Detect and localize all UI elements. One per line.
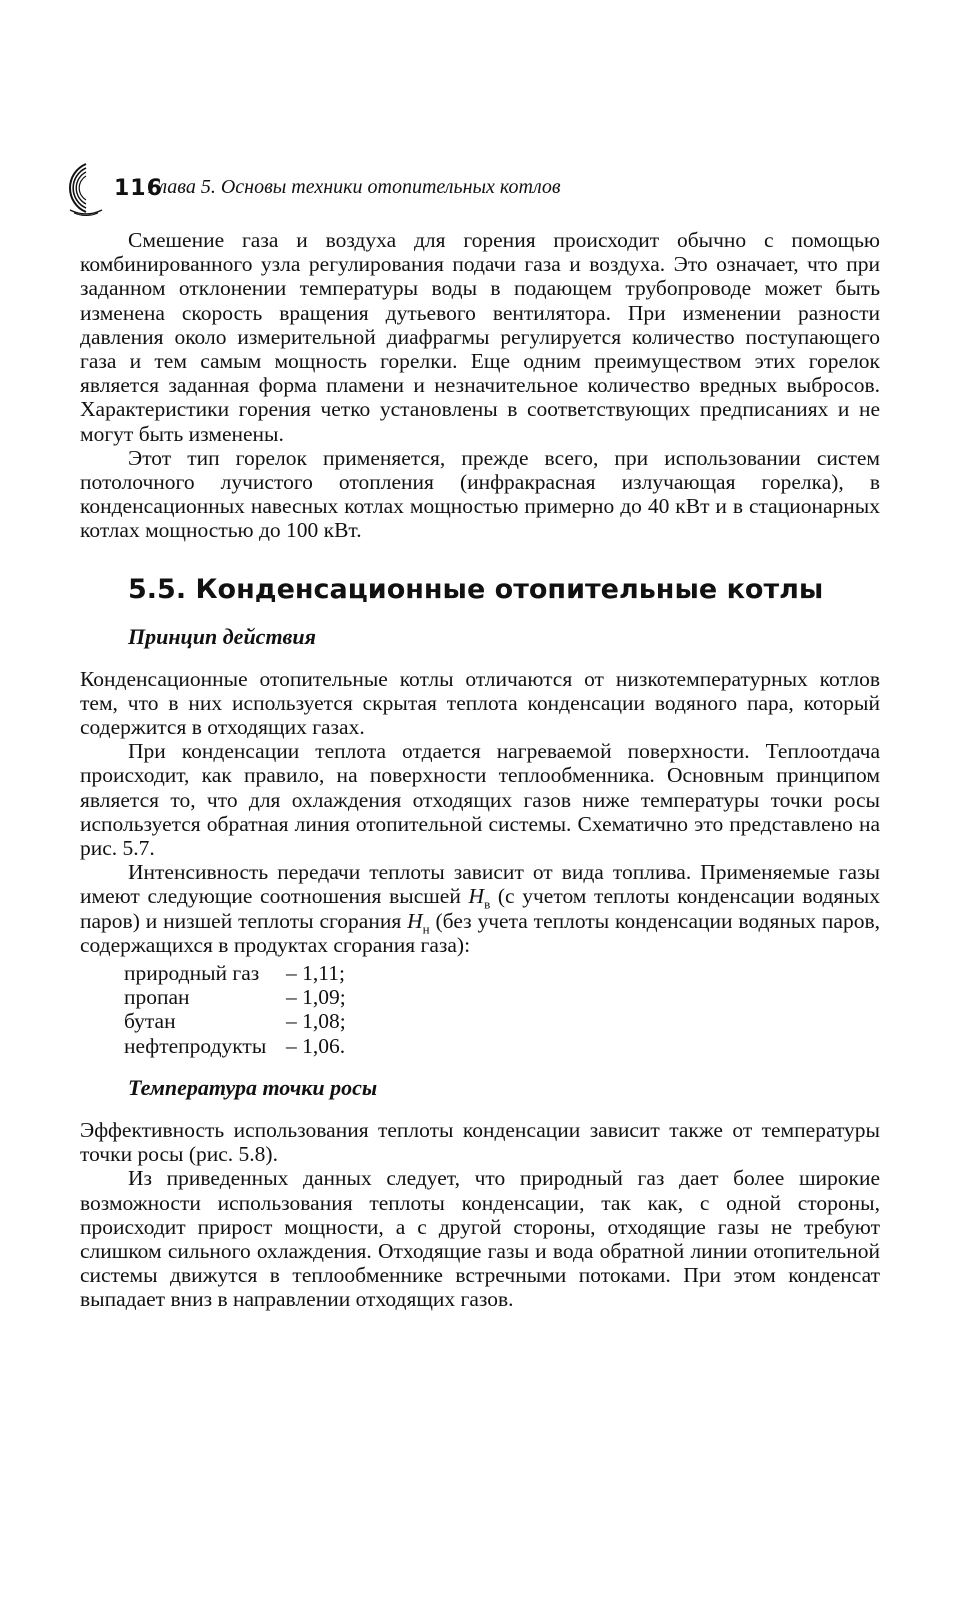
- page-header: [80, 160, 880, 216]
- paragraph: Смешение газа и воздуха для горения происходит обычно с помощью комбинированного узла регулирования подачи газа и воздуха. Это означает, что при заданном отклонении температуры воды в подающем трубопроводе может быть изменена скорость вращения дутьевого вентилятора. При изменении разности давления около измерительной диафрагмы регулируется количество поступающего газа и тем самым мощность горелки. Еще одним преимуществом этих горелок является заданная форма пламени и незначительное количество вредных выбросов. Характеристики горения четко установлены в соответствующих предписаниях и не могут быть изменены.: [80, 228, 880, 446]
- list-item: [124, 1034, 880, 1058]
- formula-symbol-h: H: [407, 908, 423, 933]
- page-body: [80, 228, 880, 1312]
- fuel-ratio: – 1,09;: [286, 985, 346, 1010]
- paragraph: При конденсации теплота отдается нагреваемой поверхности. Теплоотдача происходит, как правило, на поверхности теплообменника. Основным принципом является то, что для охлаждения отходящих газов ниже температуры точки росы используется обратная линия отопительной системы. Схематично это представлено на рис. 5.7.: [80, 739, 880, 861]
- ratio-list: [124, 961, 880, 1058]
- paragraph: Конденсационные отопительные котлы отличаются от низкотемпературных котлов тем, что в них используется скрытая теплота конденсации водяного пара, который содержится в отходящих газах.: [80, 666, 880, 740]
- fuel-name: бутан: [124, 1009, 176, 1034]
- fuel-ratio: – 1,11;: [286, 961, 345, 986]
- paragraph: Эффективность использования теплоты конденсации зависит также от температуры точки росы (рис. 5.8).: [80, 1117, 880, 1167]
- formula-symbol-h: H: [468, 884, 485, 909]
- fuel-ratio: – 1,08;: [286, 1009, 346, 1034]
- paragraph: Этот тип горелок применяется, прежде всего, при использовании систем потолочного лучистого отопления (инфракрасная излучающая горелка), в конденсационных навесных котлах мощностью примерно до 40 кВт и в стационарных котлах мощностью до 100 кВт.: [80, 445, 880, 543]
- paragraph-heat-ratio: [80, 860, 880, 957]
- section-heading: 5.5. Конденсационные отопительные котлы: [128, 573, 824, 605]
- text-fragment: (без учета теплоты конденсации водяных паров, содержащихся в продуктах сгорания газа):: [80, 908, 880, 957]
- subsection-heading: Температура точки росы: [128, 1074, 378, 1100]
- running-title: Глава 5. Основы техники отопительных котлов: [148, 176, 561, 198]
- subsection-heading: Принцип действия: [128, 623, 316, 649]
- text-fragment: Интенсивность передачи теплоты зависит от вида топлива. Применяемые газы имеют следующие соотношения высшей: [80, 860, 880, 909]
- list-item: [124, 1009, 880, 1033]
- fuel-name: природный газ: [124, 961, 260, 986]
- fuel-name: нефтепродукты: [124, 1033, 267, 1058]
- fuel-name: пропан: [124, 985, 190, 1010]
- subscript-v: в: [484, 896, 491, 912]
- subscript-n: н: [422, 920, 430, 936]
- page-number: 116: [114, 176, 163, 201]
- text-fragment: (с учетом теплоты конденсации водяных паров) и низшей теплоты сгорания: [80, 884, 880, 933]
- list-item: [124, 985, 880, 1009]
- fuel-ratio: – 1,06.: [286, 1033, 346, 1058]
- list-item: [124, 961, 880, 985]
- paragraph: Из приведенных данных следует, что природный газ дает более широкие возможности использования теплоты конденсации, так как, с одной стороны, происходит прирост мощности, а с другой стороны, отходящие газы не требуют слишком сильного охлаждения. Отходящие газы и вода обратной линии отопительной системы движутся в теплообменнике встречными потоками. При этом конденсат выпадает вниз в направлении отходящих газов.: [80, 1166, 880, 1312]
